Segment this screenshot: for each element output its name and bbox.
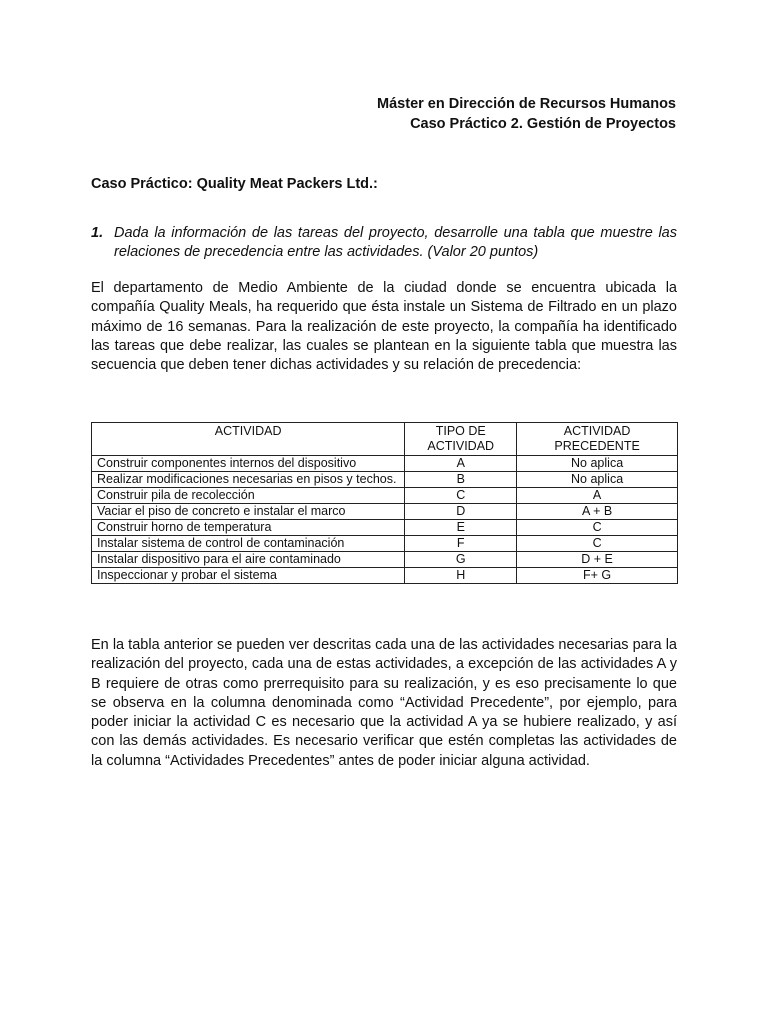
cell-activity: Vaciar el piso de concreto e instalar el marco	[92, 504, 405, 520]
table-row	[92, 520, 678, 536]
cell-precedent: A	[517, 488, 678, 504]
table-header-row	[92, 423, 678, 456]
table-row	[92, 456, 678, 472]
cell-activity: Instalar dispositivo para el aire contaminado	[92, 552, 405, 568]
question-number: 1.	[91, 225, 104, 241]
cell-type: D	[405, 504, 517, 520]
cell-precedent: No aplica	[517, 456, 678, 472]
cell-activity: Construir pila de recolección	[92, 488, 405, 504]
table-row	[92, 536, 678, 552]
question-1	[91, 224, 677, 262]
cell-type: C	[405, 488, 517, 504]
cell-precedent: C	[517, 536, 678, 552]
cell-type: F	[405, 536, 517, 552]
cell-precedent: C	[517, 520, 678, 536]
precedence-table	[91, 422, 678, 584]
table-row	[92, 552, 678, 568]
cell-type: G	[405, 552, 517, 568]
cell-activity: Instalar sistema de control de contaminación	[92, 536, 405, 552]
table-row	[92, 504, 678, 520]
cell-type: E	[405, 520, 517, 536]
cell-type: B	[405, 472, 517, 488]
cell-type: A	[405, 456, 517, 472]
cell-activity: Inspeccionar y probar el sistema	[92, 568, 405, 584]
intro-paragraph: El departamento de Medio Ambiente de la ciudad donde se encuentra ubicada la compañía Quality Meals, ha requerido que ésta instale un Sistema de Filtrado en un plazo máximo de 16 semanas. Para la realización de este proyecto, la compañía ha identificado las tareas que debe realizar, las cuales se plantean en la siguiente tabla que muestra las secuencia que deben tener dichas actividades y su relación de precedencia:	[91, 280, 677, 374]
header-case: Caso Práctico 2. Gestión de Proyectos	[410, 116, 676, 132]
header-program: Máster en Dirección de Recursos Humanos	[377, 96, 676, 112]
cell-precedent: F+ G	[517, 568, 678, 584]
document-header	[377, 94, 676, 134]
cell-type: H	[405, 568, 517, 584]
header-activity: ACTIVIDAD	[92, 423, 405, 456]
cell-precedent: A + B	[517, 504, 678, 520]
explanation-paragraph: En la tabla anterior se pueden ver descritas cada una de las actividades necesarias para la realización del proyecto, cada una de estas actividades, a excepción de las actividades A y B requiere de otras como prerrequisito para su realización, y es eso precisamente lo que se observa en la columna denominada como “Actividad Precedente”, por ejemplo, para poder iniciar la actividad C es necesario que la actividad A ya se hubiere realizado, y así con las demás actividades. Es necesario verificar que estén completas las actividades de la columna “Actividades Precedentes” antes de poder iniciar alguna actividad.	[91, 637, 677, 769]
table-row	[92, 488, 678, 504]
table-row	[92, 472, 678, 488]
cell-precedent: No aplica	[517, 472, 678, 488]
question-text: Dada la información de las tareas del proyecto, desarrolle una tabla que muestre las relaciones de precedencia entre las actividades. (Valor 20 puntos)	[114, 225, 677, 260]
cell-activity: Realizar modificaciones necesarias en pisos y techos.	[92, 472, 405, 488]
cell-activity: Construir componentes internos del dispositivo	[92, 456, 405, 472]
cell-precedent: D + E	[517, 552, 678, 568]
table-row	[92, 568, 678, 584]
header-precedent: ACTIVIDAD PRECEDENTE	[517, 423, 678, 456]
cell-activity: Construir horno de temperatura	[92, 520, 405, 536]
header-activity-type: TIPO DE ACTIVIDAD	[405, 423, 517, 456]
case-title: Caso Práctico: Quality Meat Packers Ltd.:	[91, 176, 378, 192]
